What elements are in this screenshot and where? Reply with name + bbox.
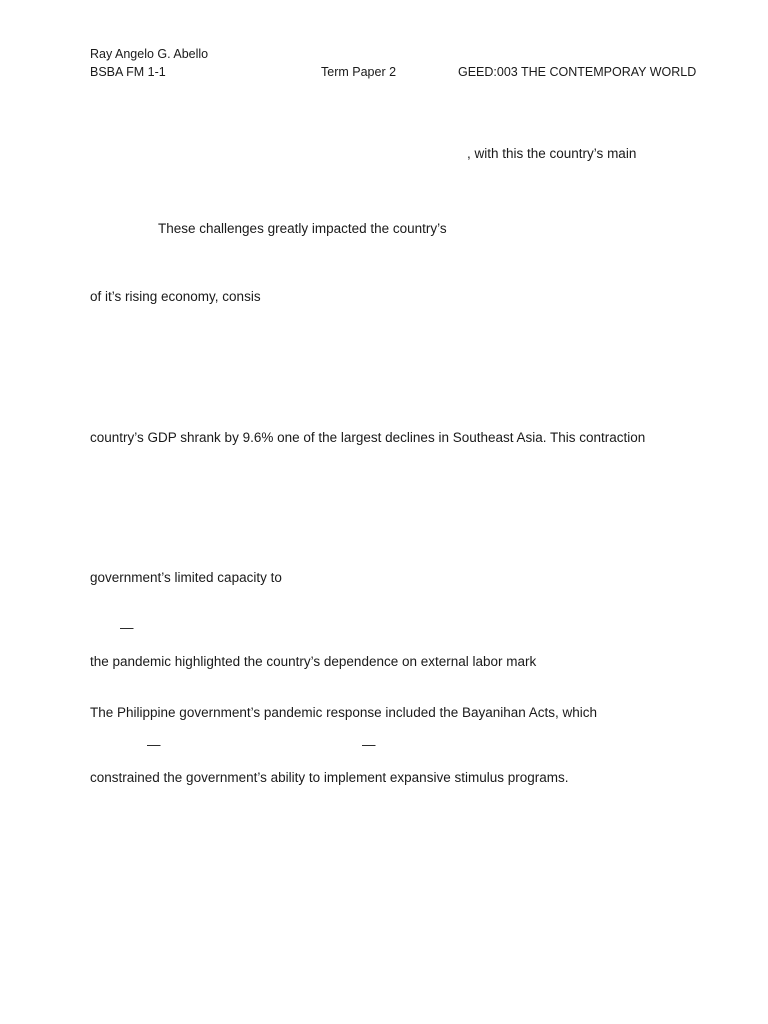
- body-text-fragment: These challenges greatly impacted the country’s: [158, 221, 447, 236]
- body-text-fragment: government’s limited capacity to: [90, 570, 282, 585]
- em-dash: —: [147, 737, 161, 752]
- paper-title: Term Paper 2: [321, 65, 397, 79]
- body-text-fragment: country’s GDP shrank by 9.6% one of the largest declines in Southeast Asia. This contraction: [90, 430, 646, 445]
- em-dash: —: [362, 737, 376, 752]
- body-text-fragment: constrained the government’s ability to implement expansive stimulus programs.: [90, 770, 569, 785]
- em-dash: —: [120, 620, 134, 635]
- body-text-fragment: , with this the country’s main: [467, 146, 637, 161]
- body-text-fragment: the pandemic highlighted the country’s dependence on external labor mark: [90, 654, 537, 669]
- body-text-fragment: The Philippine government’s pandemic response included the Bayanihan Acts, which: [90, 705, 598, 720]
- author-name: Ray Angelo G. Abello: [90, 47, 209, 61]
- body-text-fragment: of it’s rising economy, consis: [90, 289, 261, 304]
- subject-code: GEED:003 THE CONTEMPORAY WORLD: [458, 65, 697, 79]
- course-section: BSBA FM 1-1: [90, 65, 166, 79]
